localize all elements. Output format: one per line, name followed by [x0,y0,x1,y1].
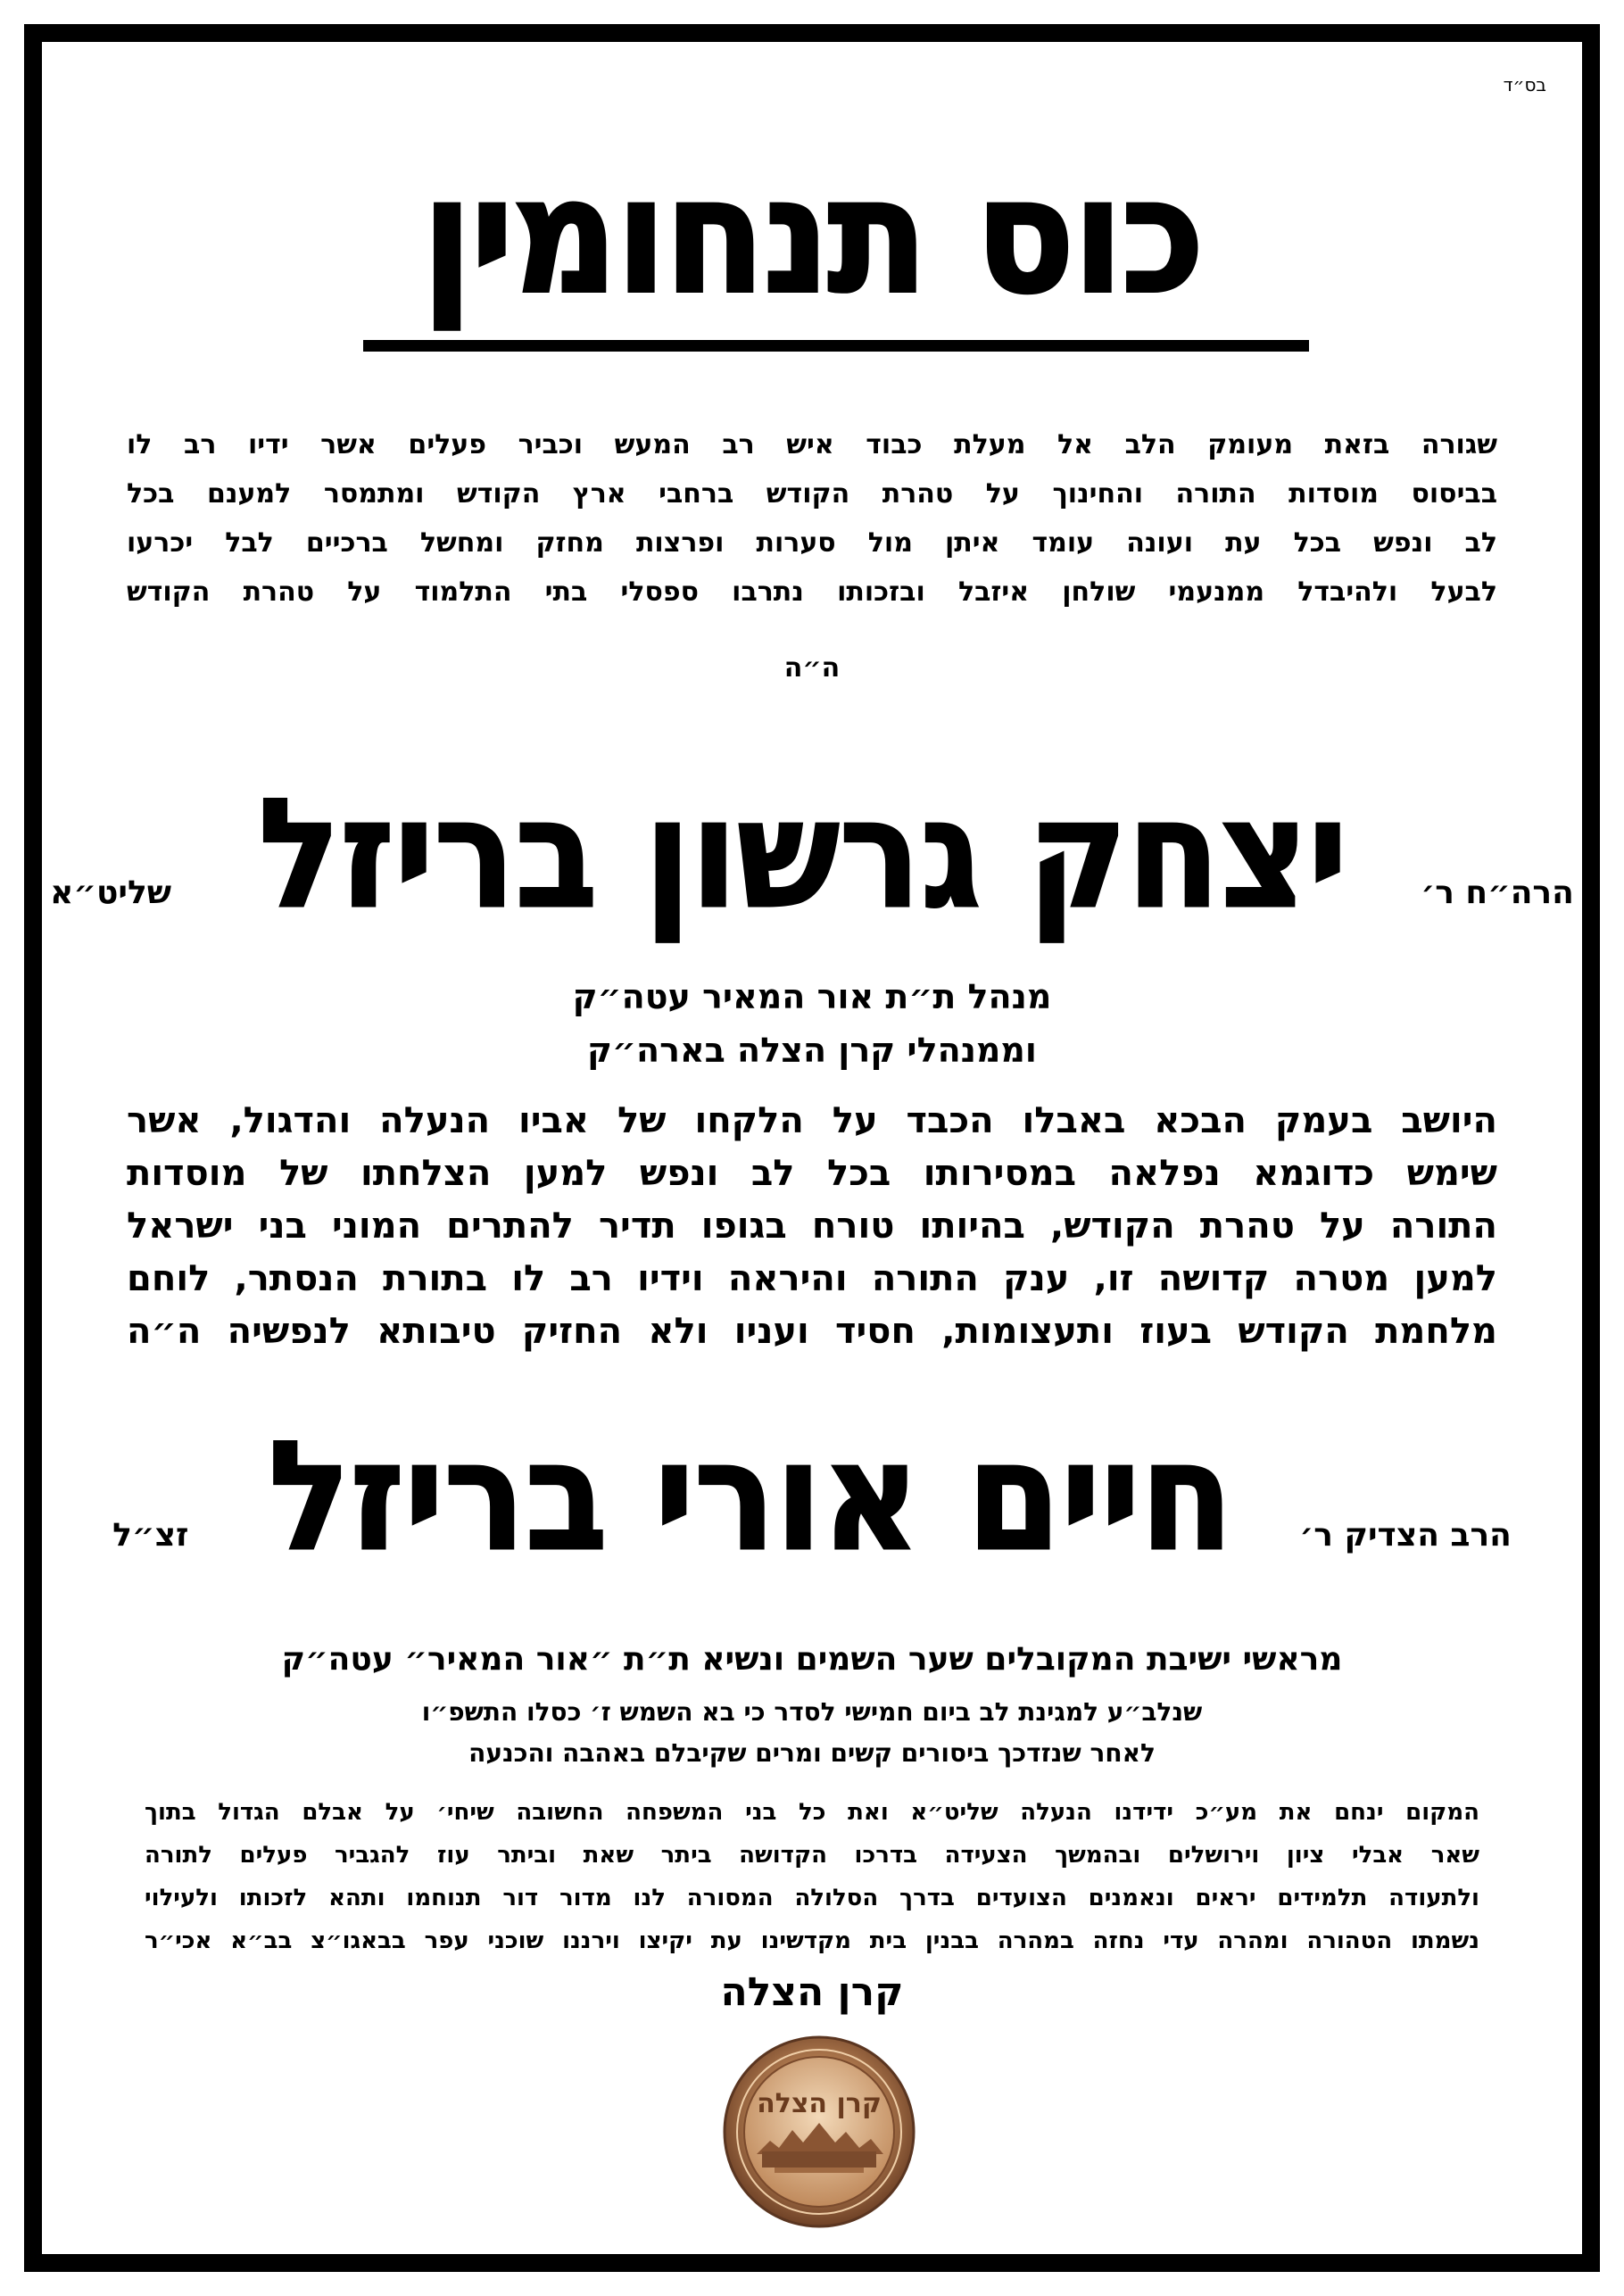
dedication-line-1: מראשי ישיבת המקובלים שער השמים ונשיא ת״ת ״אור המאיר״ עטה״ק [281,1641,1343,1678]
seal-text: קרן הצלה [757,2088,882,2119]
body-line: התורה על טהרת הקודש, בהיותו טורח בגופו תדיר להתרים המוני בני ישראל [127,1206,1497,1247]
closing-line: שאר אבלי ציון וירושלים ובהמשך הצעידה בדרכו הקדושה ביתר שאת וביתר עוז להגביר פעלים לתורה [145,1842,1479,1869]
notice-page [42,42,1582,2254]
page-title: כוס תנחומין [421,144,1203,328]
dedication-line-3: לאחר שנזדכך ביסורים קשים ומרים שקיבלם באהבה והכנעה [468,1738,1156,1768]
mourner-titles [42,970,1582,1077]
mourner-prefix: הרה״ח ר׳ [1421,874,1574,911]
mourner-title-line: וממנהלי קרן הצלה בארה״ק [587,1031,1037,1070]
title-underline [363,340,1309,352]
page-frame [24,24,1600,2272]
deceased-name-row [42,1372,1582,1586]
intro-line: שגורה בזאת מעומק הלב אל מעלת כבוד איש רב המעש וכביר פעלים אשר ידיו רב לו [127,429,1497,460]
title-wrap [42,144,1582,328]
mourner-name: יצחק גרשון בריזל [258,767,1348,941]
body-line: למען מטרה קדושה זו, ענק התורה והיראה וידיו רב לו בתורת הנסתר, לוחם [127,1258,1497,1299]
body-paragraph [127,1095,1497,1358]
dedication-line-2: שנלב״ע למגינת לב ביום חמישי לסדר כי בא השמש ז׳ כסלו התשפ״ו [421,1697,1203,1727]
deceased-suffix: זצ״ל [112,1517,189,1554]
body-line: מלחמת הקודש בעוז ותעצומות, חסיד ועניו ולא החזיק טיבותא לנפשיה ה״ה [127,1311,1497,1352]
mourner-name-row [42,729,1582,943]
deceased-name: חיים אורי בריזל [269,1409,1234,1584]
mourner-suffix: שליט״א [50,874,172,911]
intro-paragraph [127,420,1497,617]
bsd-mark: בס״ד [1503,74,1546,95]
mourner-title-line: מנהל ת״ת אור המאיר עטה״ק [572,977,1052,1016]
hh-marker: ה״ה [783,652,841,684]
closing-line: המקום ינחם את מע״כ ידידנו הנעלה שליט״א ואת כל בני המשפחה החשובה שיחי׳ על אבלם הגדול בתוך [145,1799,1479,1826]
closing-line: ולתעודה תלמידים יראים ונאמנים הצועדים בדרך הסלולה המסורה לנו מדור דור תנוחמו ותהא לזכותו ולעילוי [145,1885,1479,1911]
intro-line: לב ונפש בכל עת ועונה עומד איתן מול סערות ופרצות מחזק ומחשל ברכיים לבל יכרעו [127,527,1497,559]
closing-paragraph [145,1791,1479,1962]
intro-line: בביסוס מוסדות התורה והחינוך על טהרת הקודש ברחבי ארץ הקודש ומתמסר למענם בכל [127,478,1497,510]
signature: קרן הצלה [720,1969,904,2015]
deceased-prefix: הרב הצדיק ר׳ [1299,1517,1512,1554]
closing-line: נשמתו הטהורה ומהרה עדי נחזה במהרה בבנין בית מקדשינו עת יקיצו וירננו שוכני עפר בבאגו״צ בב״א אכי״ר [145,1927,1479,1954]
body-line: שימש כדוגמא נפלאה במסירותו בכל לב ונפש למען הצלחתו של מוסדות [127,1153,1497,1194]
intro-line: לבעל ולהיבדל ממנעמי שולחן איזבל ובזכותו נתרבו ספסלי בתי התלמוד על טהרת הקודש [127,576,1497,608]
keren-hatzala-seal-icon [721,2034,917,2230]
body-line: היושב בעמק הבכא באבלו הכבד על הלקחו של אביו הנעלה והדגול, אשר [127,1100,1497,1141]
